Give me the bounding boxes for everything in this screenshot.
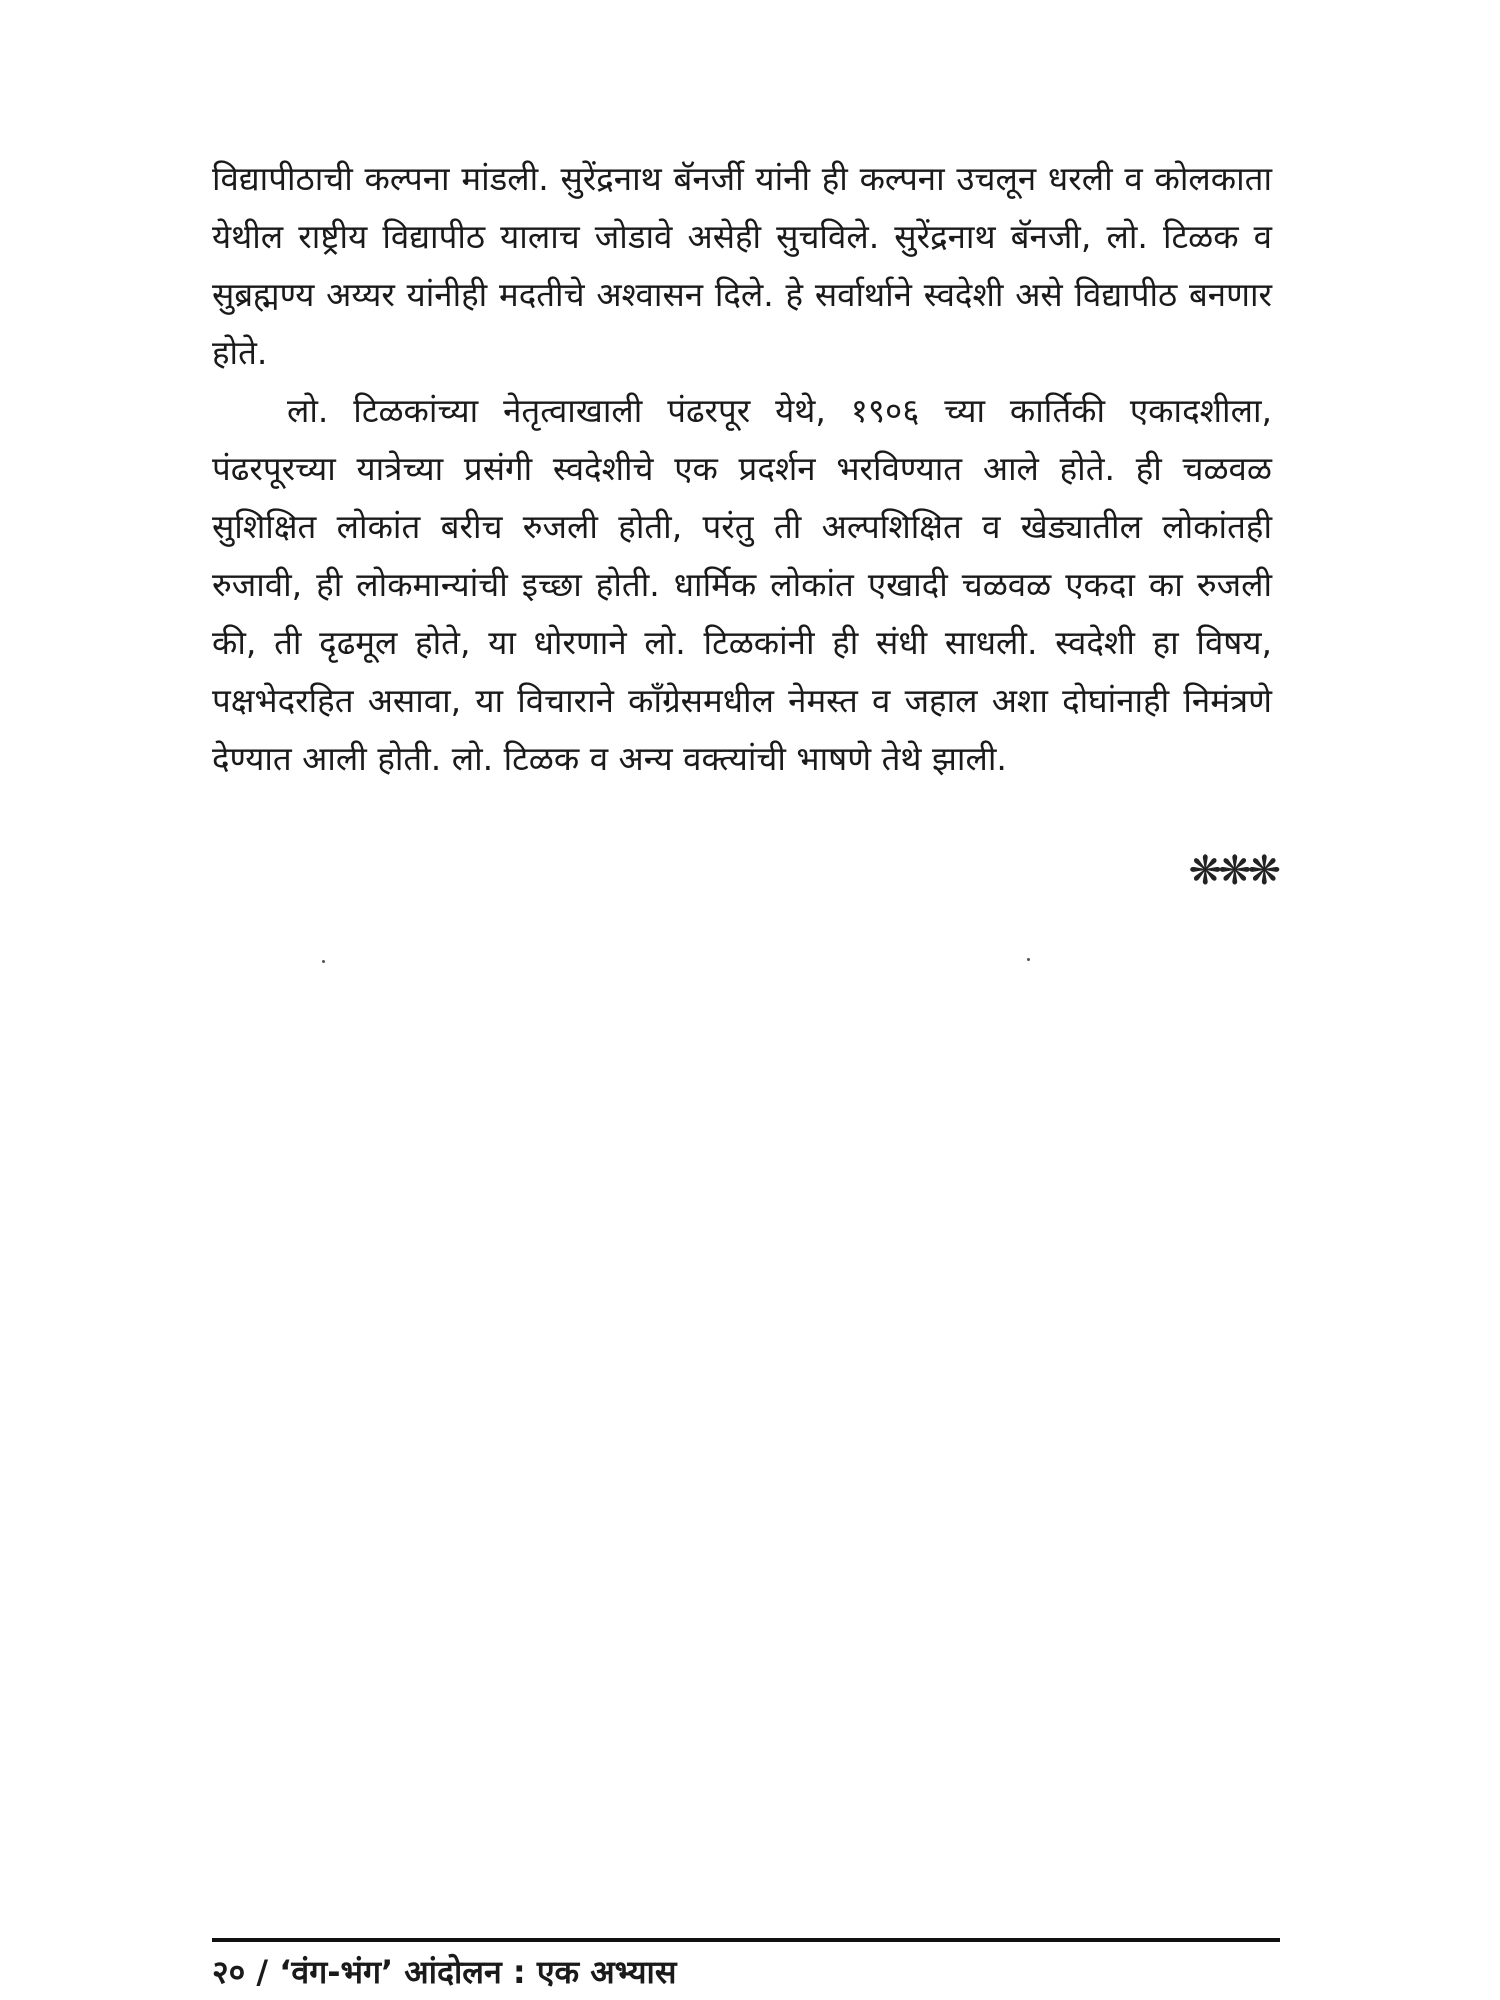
section-break-ornament: ❋❋❋ [1188, 848, 1277, 894]
paragraph-2: लो. टिळकांच्या नेतृत्वाखाली पंढरपूर येथे, १९०६ च्या कार्तिकी एकादशीला, पंढरपूरच्या यात्रेच्या प्रसंगी स्वदेशीचे एक प्रदर्शन भरविण्यात आले होते. ही चळवळ सुशिक्षित लोकांत बरीच रुजली होती, परंतु ती अल्पशिक्षित व खेड्यातील लोकांतही रुजावी, ही लोकमान्यांची इच्छा होती. धार्मिक लोकांत एखादी चळवळ एकदा का रुजली की, ती दृढमूल होते, या धोरणाने लो. टिळकांनी ही संधी साधली. स्वदेशी हा विषय, पक्षभेदरहित असावा, या विचाराने काँग्रेसमधील नेमस्त व जहाल अशा दोघांनाही निमंत्रणे देण्यात आली होती. लो. टिळक व अन्य वक्त्यांची भाषणे तेथे झाली. [212, 391, 1272, 778]
paragraph-1: विद्यापीठाची कल्पना मांडली. सुरेंद्रनाथ बॅनर्जी यांनी ही कल्पना उचलून धरली व कोलकाता येथील राष्ट्रीय विद्यापीठ यालाच जोडावे असेही सुचविले. सुरेंद्रनाथ बॅनजी, लो. टिळक व सुब्रह्मण्य अय्यर यांनीही मदतीचे अश्वासन दिले. हे सर्वार्थाने स्वदेशी असे विद्यापीठ बनणार होते. [212, 159, 1272, 372]
scan-speck [1027, 958, 1030, 961]
page-footer: २० / ‘वंग-भंग’ आंदोलन : एक अभ्यास [212, 1953, 677, 1991]
body-text [212, 150, 1272, 788]
footer-rule [212, 1938, 1280, 1942]
scan-speck [322, 960, 325, 963]
